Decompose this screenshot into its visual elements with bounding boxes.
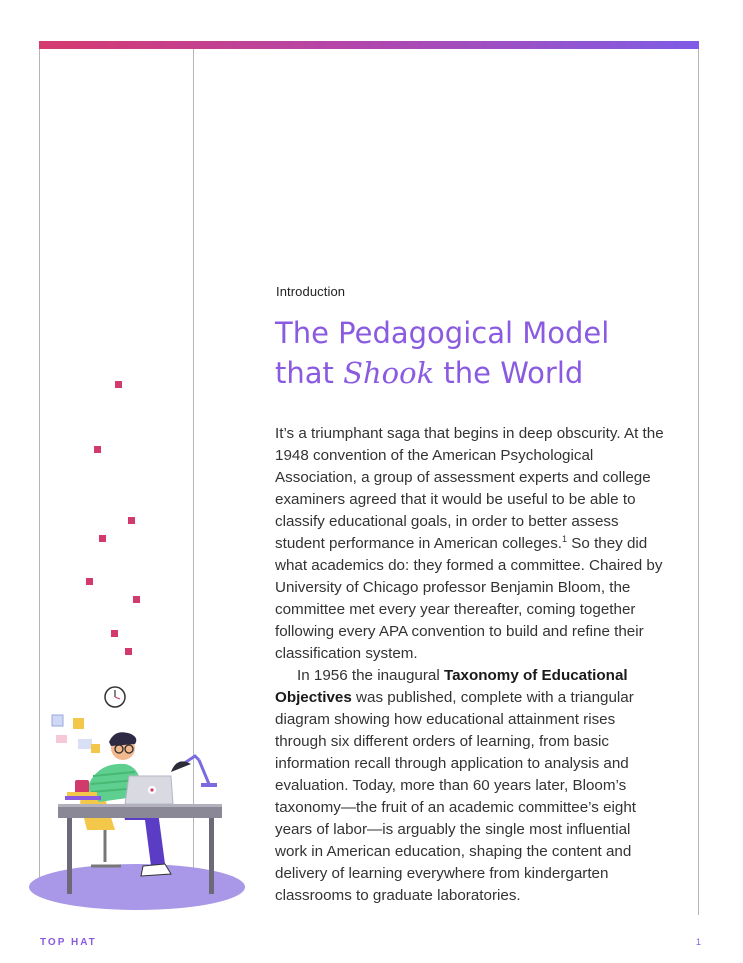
person-hair (109, 732, 136, 746)
clock-icon (105, 687, 125, 707)
sticky-note (78, 739, 92, 749)
section-kicker: Introduction (276, 284, 346, 299)
decorative-square (86, 578, 93, 585)
paragraph-1-cont: So they did what academics do: they formed a committee. Chaired by University of Chicago professor Benjamin Bloom, the committee met every year thereafter, coming together following every APA convention to build and refine their classification system. (275, 535, 663, 662)
footnote-ref[interactable]: 1 (562, 533, 568, 544)
paragraph-1-text: It’s a triumphant saga that begins in deep obscurity. At the 1948 convention of the American Psychological Association, a group of assessment experts and college examiners agreed that it would be useful to be able to classify educational goals, in order to better assess student performance in American colleges. (275, 425, 664, 552)
decorative-square (128, 517, 135, 524)
paragraph-2-pre: In 1956 the inaugural (297, 667, 444, 684)
sticky-note (52, 715, 63, 726)
decorative-square (125, 648, 132, 655)
brand-logo-text: TOP HAT (40, 937, 97, 948)
sticky-note (91, 744, 100, 753)
page-title (275, 313, 675, 393)
page-number: 1 (696, 937, 702, 947)
book (67, 792, 97, 796)
title-line-1: The Pedagogical Model (275, 316, 610, 350)
paragraph-2 (275, 665, 665, 907)
sticky-note (73, 718, 84, 729)
book (65, 796, 101, 800)
paragraph-2-post: was published, complete with a triangular diagram showing how educational attainment rises through six different orders of learning, from basic information recall through application to analysis and evaluation. Today, more than 60 years later, Bloom’s taxonomy—the fruit of an academic committee’s eight years of labor—is arguably the single most influential work in American education, shaping the content and delivery of learning everywhere from kindergarten classrooms to graduate laboratories. (275, 689, 637, 904)
desk-leg (209, 818, 214, 894)
top-gradient-bar (39, 41, 699, 49)
article-body (275, 423, 665, 907)
title-line-2-pre: that (275, 356, 344, 390)
decorative-square (94, 446, 101, 453)
person-at-desk-illustration (25, 680, 255, 915)
decorative-square (115, 381, 122, 388)
taxonomy-title: Taxonomy of Educational Objectives (275, 667, 628, 706)
person-shoes (141, 864, 171, 876)
paragraph-1 (275, 423, 665, 665)
right-margin-rule (698, 49, 699, 915)
sticky-note (56, 735, 67, 743)
laptop (125, 776, 173, 804)
decorative-square (133, 596, 140, 603)
coffee-mug (75, 780, 89, 794)
title-emphasis: Shook (343, 356, 435, 390)
desk-leg (67, 818, 72, 894)
decorative-square (111, 630, 118, 637)
desk-lamp (171, 756, 217, 787)
decorative-square (99, 535, 106, 542)
title-line-2-post: the World (434, 356, 584, 390)
